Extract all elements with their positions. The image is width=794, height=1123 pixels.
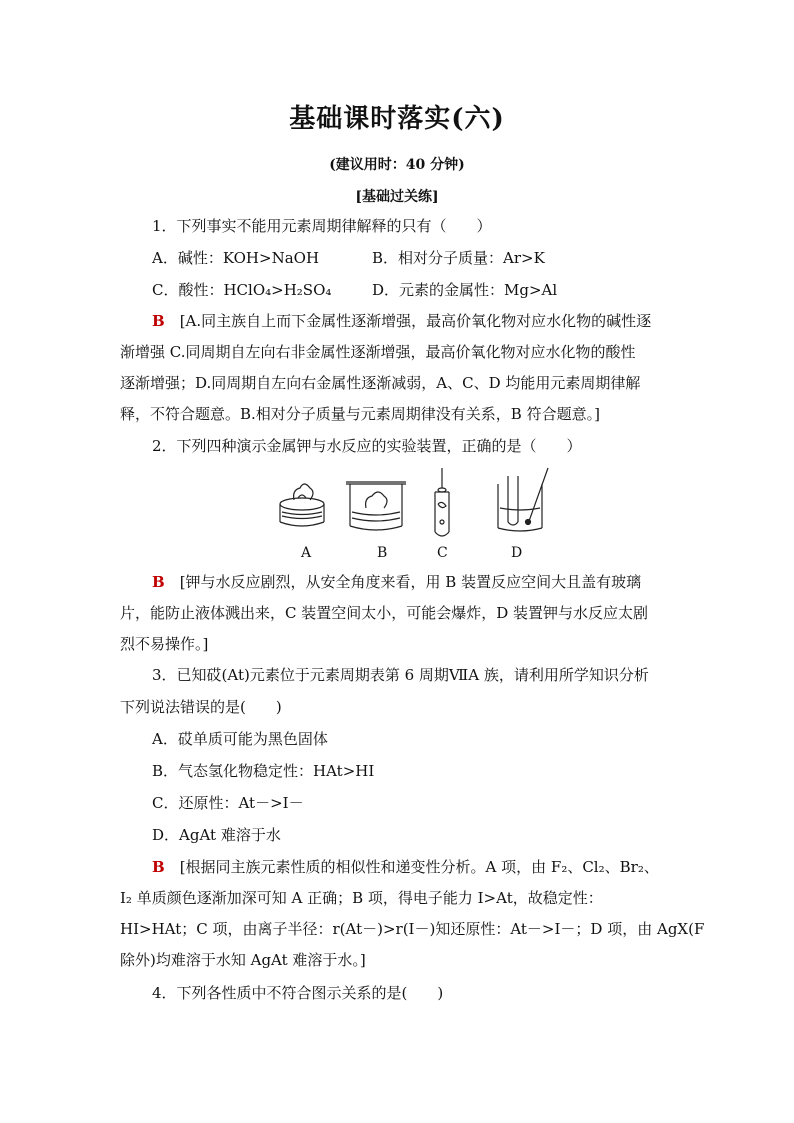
figure-label-b: B bbox=[377, 545, 388, 561]
page-title: 基础课时落实(六) bbox=[289, 104, 505, 134]
q3-stem-line1: 3．已知砹(At)元素位于元素周期表第 6 周期ⅦA 族，请利用所学知识分析 bbox=[152, 666, 649, 684]
q1-explanation-line3: 逐渐增强；D.同周期自左向右金属性逐渐减弱，A、C、D 均能用元素周期律解 bbox=[120, 374, 641, 392]
apparatus-a bbox=[280, 484, 324, 526]
q3-explanation-line1 bbox=[152, 857, 659, 877]
q3-option-a: A．砹单质可能为黑色固体 bbox=[152, 730, 328, 748]
q1-explanation-line1 bbox=[152, 311, 651, 331]
q3-explanation-line2: I₂ 单质颜色逐渐加深可知 A 正确；B 项，得电子能力 I>At，故稳定性： bbox=[120, 889, 603, 907]
q1-option-b: B．相对分子质量：Ar>K bbox=[372, 249, 545, 267]
q2-answer: B bbox=[152, 573, 165, 591]
apparatus-b bbox=[346, 482, 406, 530]
q2-explanation-line1 bbox=[152, 572, 641, 592]
figure-label-a: A bbox=[301, 545, 312, 561]
q2-explanation-line2: 片，能防止液体溅出来，C 装置空间太小，可能会爆炸，D 装置钾与水反应太剧 bbox=[120, 604, 649, 622]
apparatus-d bbox=[498, 468, 548, 531]
q1-option-d: D．元素的金属性：Mg>Al bbox=[372, 281, 558, 299]
q3-option-b: B．气态氢化物稳定性：HAt>HI bbox=[152, 762, 375, 780]
q3-option-c: C．还原性：At－>I－ bbox=[152, 794, 304, 812]
q3-answer: B bbox=[152, 858, 165, 876]
time-note: (建议用时：40 分钟) bbox=[329, 157, 465, 173]
q4-stem: 4．下列各性质中不符合图示关系的是( ) bbox=[152, 984, 444, 1002]
q2-stem: 2．下列四种演示金属钾与水反应的实验装置，正确的是（ ） bbox=[152, 437, 582, 455]
q2-expl-text1: [钾与水反应剧烈，从安全角度来看，用 B 装置反应空间大且盖有玻璃 bbox=[179, 573, 642, 591]
q3-expl-text1: [根据同主族元素性质的相似性和递变性分析。A 项，由 F₂、Cl₂、Br₂、 bbox=[179, 858, 659, 876]
apparatus-c bbox=[435, 468, 449, 536]
apparatus-figure bbox=[270, 464, 560, 544]
q1-expl-text1: [A.同主族自上而下金属性逐渐增强，最高价氧化物对应水化物的碱性逐 bbox=[179, 312, 652, 330]
q3-stem-line2: 下列说法错误的是( ) bbox=[120, 698, 282, 716]
q1-explanation-line4: 释，不符合题意。B.相对分子质量与元素周期律没有关系，B 符合题意。] bbox=[120, 405, 600, 423]
q1-option-a: A．碱性：KOH>NaOH bbox=[152, 249, 320, 267]
q3-explanation-line4: 除外)均难溶于水知 AgAt 难溶于水。] bbox=[120, 951, 366, 969]
q3-option-d: D．AgAt 难溶于水 bbox=[152, 826, 281, 844]
q3-explanation-line3: HI>HAt；C 项，由离子半径：r(At－)>r(I－)知还原性：At－>I－；D 项，由 AgX(F bbox=[120, 920, 705, 938]
figure-label-c: C bbox=[437, 545, 448, 561]
figure-label-d: D bbox=[511, 545, 523, 561]
q1-answer: B bbox=[152, 312, 165, 330]
q1-explanation-line2: 渐增强 C.同周期自左向右非金属性逐渐增强，最高价氧化物对应水化物的酸性 bbox=[120, 343, 636, 361]
q2-explanation-line3: 烈不易操作。] bbox=[120, 635, 209, 653]
q1-option-c: C．酸性：HClO₄>H₂SO₄ bbox=[152, 281, 332, 299]
section-heading: [基础过关练] bbox=[355, 189, 439, 205]
q1-stem: 1．下列事实不能用元素周期律解释的只有（ ） bbox=[152, 217, 492, 235]
